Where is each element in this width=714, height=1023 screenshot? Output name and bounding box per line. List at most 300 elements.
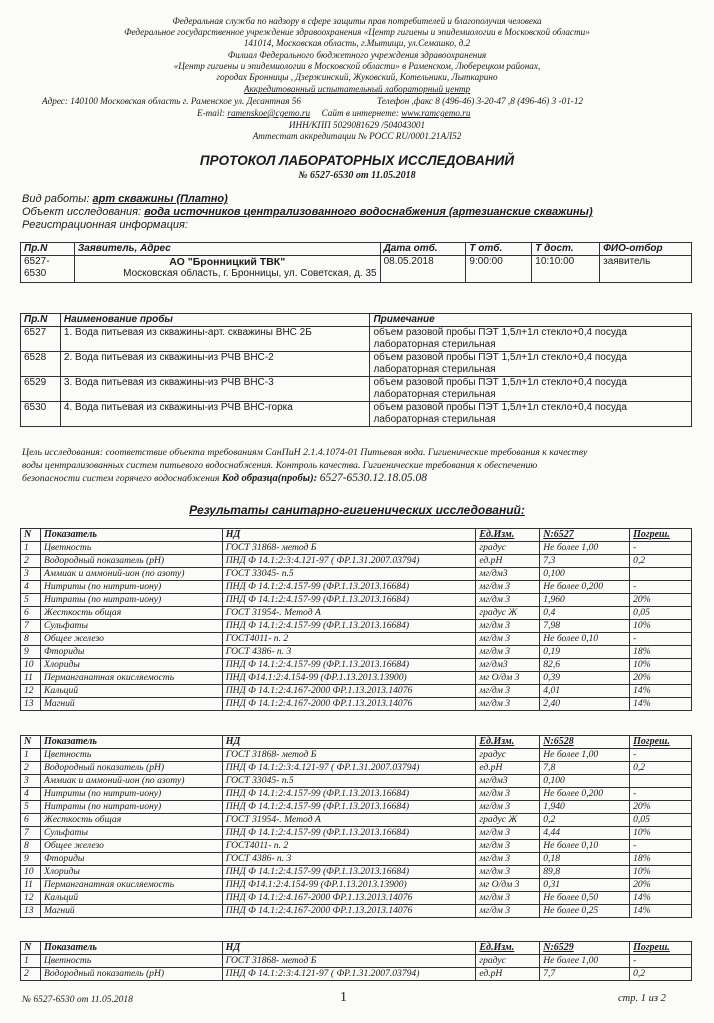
unit: мг/дм 3 (476, 853, 540, 866)
sample-name: 3. Вода питьевая из скважины-из РЧВ ВНС-3 (60, 377, 370, 402)
error-margin: 20% (630, 594, 692, 607)
reg-info-label: Регистрационная информация: (22, 219, 188, 231)
method-nd: ПНД Ф14.1:2:4.154-99 (ФР.1.13.2013.13900) (222, 672, 476, 685)
indicator-name: Кальций (40, 685, 222, 698)
sample-row (21, 327, 692, 352)
result-value: Не более 1,00 (540, 955, 630, 968)
applicant-cell (74, 256, 380, 283)
error-margin: 10% (630, 659, 692, 672)
result-value: 0,100 (540, 775, 630, 788)
unit: мг/дм 3 (476, 646, 540, 659)
method-nd: ГОСТ4011- п. 2 (222, 633, 476, 646)
note-line: объем разовой пробы ПЭТ 1,5л+1л стекло+0,4 посуда (373, 377, 627, 388)
results-table-6528 (20, 735, 692, 918)
result-row (21, 892, 692, 905)
result-value: Не более 0,200 (540, 581, 630, 594)
sample-name: 1. Вода питьевая из скважины-арт. скважины ВНС 2Б (60, 327, 370, 352)
object-line (22, 206, 593, 218)
result-row (21, 827, 692, 840)
method-nd: ГОСТ 31868- метод Б (222, 542, 476, 555)
result-value: 4,44 (540, 827, 630, 840)
result-value: Не более 0,10 (540, 840, 630, 853)
result-row (21, 788, 692, 801)
unit: мг/дм 3 (476, 685, 540, 698)
method-nd: ГОСТ 4386- п. 3 (222, 853, 476, 866)
result-row (21, 659, 692, 672)
result-value: 0,4 (540, 607, 630, 620)
method-nd: ПНД Ф 14.1:2:4.157-99 (ФР.1.13.2013.16684) (222, 581, 476, 594)
error-margin: 10% (630, 866, 692, 879)
error-margin: 20% (630, 879, 692, 892)
indicator-name: Перманганатная окисляемость (40, 672, 222, 685)
result-value: 0,100 (540, 568, 630, 581)
error-margin: 14% (630, 698, 692, 711)
result-row (21, 749, 692, 762)
indicator-name: Сульфаты (40, 827, 222, 840)
object-value: вода источников централизованного водоснабжения (артезианские скважины) (144, 206, 593, 218)
row-number: 10 (21, 659, 41, 672)
row-number: 13 (21, 698, 41, 711)
registration-header-row (21, 243, 692, 256)
result-value: Не более 0,50 (540, 892, 630, 905)
row-number: 11 (21, 879, 41, 892)
col-header: Погреш. (630, 942, 692, 955)
result-row (21, 672, 692, 685)
results-header-row (21, 942, 692, 955)
indicator-name: Жесткость общая (40, 814, 222, 827)
result-row (21, 698, 692, 711)
address: Адрес: 140100 Московская область г. Раменское ул. Десантная 56 (42, 96, 301, 106)
applicant-name: АО "Бронницкий ТВК" (169, 256, 286, 268)
indicator-name: Магний (40, 698, 222, 711)
work-type-label: Вид работы: (22, 193, 93, 205)
result-row (21, 607, 692, 620)
unit: градус Ж (476, 814, 540, 827)
sample-row (21, 377, 692, 402)
method-nd: ПНД Ф 14.1:2:3:4.121-97 ( ФР.1.31.2007.03794) (222, 762, 476, 775)
result-row (21, 762, 692, 775)
sample-note (370, 402, 692, 427)
error-margin: - (630, 749, 692, 762)
contacts-line (197, 108, 470, 118)
note-line: объем разовой пробы ПЭТ 1,5л+1л стекло+0,4 посуда (373, 327, 627, 338)
error-margin: 14% (630, 892, 692, 905)
col-header: НД (222, 736, 476, 749)
unit: мг/дм 3 (476, 840, 540, 853)
sample-name: 2. Вода питьевая из скважины-из РЧВ ВНС-2 (60, 352, 370, 377)
samples-header-row (21, 314, 692, 327)
error-margin: 20% (630, 672, 692, 685)
error-margin: - (630, 542, 692, 555)
unit: градус Ж (476, 607, 540, 620)
result-row (21, 879, 692, 892)
method-nd: ПНД Ф 14.1:2:4.157-99 (ФР.1.13.2013.16684) (222, 827, 476, 840)
phone: Телефон ,факс 8 (496-46) 3-20-47 ,8 (496-46) 3 -01-12 (377, 96, 584, 106)
col-header: N (21, 529, 41, 542)
col-header: Показатель (40, 736, 222, 749)
pr-n-line: 6527- (24, 256, 50, 267)
results-header-row (21, 529, 692, 542)
row-number: 12 (21, 892, 41, 905)
t-otb-cell: 9:00:00 (466, 256, 532, 283)
result-value: 7,8 (540, 762, 630, 775)
error-margin: - (630, 788, 692, 801)
row-number: 4 (21, 788, 41, 801)
object-label: Объект исследования: (22, 206, 145, 218)
method-nd: ПНД Ф 14.1:2:3:4.121-97 ( ФР.1.31.2007.03794) (222, 555, 476, 568)
indicator-name: Нитраты (по нитрат-иону) (40, 594, 222, 607)
indicator-name: Фториды (40, 853, 222, 866)
results-table-6527 (20, 528, 692, 711)
method-nd: ГОСТ 33045- п.5 (222, 775, 476, 788)
error-margin: 10% (630, 620, 692, 633)
applicant-address: Московская область, г. Бронницы, ул. Советская, д. 35 (123, 268, 377, 279)
indicator-name: Водородный показатель (pH) (40, 968, 222, 981)
result-value: 7,3 (540, 555, 630, 568)
email-link[interactable]: ramenskoe@cgemo.ru (227, 108, 311, 118)
header-line-6: городах Бронницы , Дзержинский, Жуковский, Котельники, Лыткарино (216, 72, 498, 82)
sample-number: 6530 (21, 402, 61, 427)
inn: ИНН/КПП 5029081629 /504043001 (288, 120, 426, 130)
goal-line-2: воды централизованных систем питьевого водоснабжения. Контроль качества. Гигиенические требования к обеспечению (22, 460, 538, 471)
row-number: 7 (21, 620, 41, 633)
method-nd: ПНД Ф 14.1:2:4.157-99 (ФР.1.13.2013.16684) (222, 594, 476, 607)
error-margin (630, 568, 692, 581)
email-label: E-mail: (197, 108, 228, 118)
indicator-name: Водородный показатель (pH) (40, 555, 222, 568)
col-header: Погреш. (630, 736, 692, 749)
result-value: 0,18 (540, 853, 630, 866)
method-nd: ГОСТ 31954-. Метод А (222, 814, 476, 827)
header-line-1: Федеральная служба по надзору в сфере защиты прав потребителей и благополучия человека (172, 16, 542, 26)
pr-n-line: 6530 (24, 268, 47, 279)
unit: мг/дм3 (476, 775, 540, 788)
protocol-title: ПРОТОКОЛ ЛАБОРАТОРНЫХ ИССЛЕДОВАНИЙ (199, 153, 515, 168)
row-number: 6 (21, 814, 41, 827)
note-line: лабораторная стерильная (373, 339, 496, 350)
row-number: 1 (21, 542, 41, 555)
indicator-name: Хлориды (40, 659, 222, 672)
note-line: объем разовой пробы ПЭТ 1,5л+1л стекло+0,4 посуда (373, 352, 627, 363)
result-value: Не более 0,10 (540, 633, 630, 646)
indicator-name: Перманганатная окисляемость (40, 879, 222, 892)
result-row (21, 866, 692, 879)
method-nd: ПНД Ф 14.1:2:3:4.121-97 ( ФР.1.31.2007.03794) (222, 968, 476, 981)
col-header: N:6528 (540, 736, 630, 749)
result-row (21, 840, 692, 853)
t-dost-cell: 10:10:00 (532, 256, 600, 283)
result-value: Не более 0,25 (540, 905, 630, 918)
method-nd: ПНД Ф 14.1:2:4.167-2000 ФР.1.13.2013.14076 (222, 698, 476, 711)
sample-note (370, 327, 692, 352)
row-number: 2 (21, 968, 41, 981)
results-title: Результаты санитарно-гигиенических исследований: (189, 503, 525, 517)
sample-number: 6529 (21, 377, 61, 402)
row-number: 1 (21, 749, 41, 762)
result-row (21, 594, 692, 607)
error-margin: - (630, 581, 692, 594)
col-header: ФИО-отбор (600, 243, 692, 256)
sample-number: 6527 (21, 327, 61, 352)
row-number: 5 (21, 801, 41, 814)
goal-line-1: Цель исследования: соответствие объекта требованиям СанПиН 2.1.4.1074-01 Питьевая вода. Гигиенические требования к качеству (22, 447, 588, 458)
col-header: Дата отб. (380, 243, 466, 256)
result-row (21, 775, 692, 788)
result-value: 89,8 (540, 866, 630, 879)
fio-cell: заявитель (600, 256, 692, 283)
method-nd: ГОСТ 31868- метод Б (222, 749, 476, 762)
result-value: 0,2 (540, 814, 630, 827)
site-link[interactable]: www.ramcgemo.ru (401, 108, 471, 118)
col-header: Пр.N (21, 314, 61, 327)
indicator-name: Цветность (40, 749, 222, 762)
sample-row (21, 402, 692, 427)
result-value: Не более 1,00 (540, 749, 630, 762)
error-margin: 14% (630, 905, 692, 918)
row-number: 10 (21, 866, 41, 879)
row-number: 2 (21, 555, 41, 568)
col-header: Показатель (40, 529, 222, 542)
row-number: 1 (21, 955, 41, 968)
method-nd: ГОСТ4011- п. 2 (222, 840, 476, 853)
goal-line-3-text: безопасности систем горячего водоснабжения (22, 473, 222, 484)
error-margin: 20% (630, 801, 692, 814)
unit: мг/дм 3 (476, 633, 540, 646)
indicator-name: Общее железо (40, 633, 222, 646)
result-row (21, 568, 692, 581)
row-number: 3 (21, 775, 41, 788)
col-header: Наименование пробы (60, 314, 370, 327)
indicator-name: Нитриты (по нитрит-иону) (40, 788, 222, 801)
result-row (21, 542, 692, 555)
col-header: НД (222, 529, 476, 542)
method-nd: ПНД Ф 14.1:2:4.157-99 (ФР.1.13.2013.16684) (222, 801, 476, 814)
indicator-name: Цветность (40, 955, 222, 968)
footer-protocol-number: № 6527-6530 от 11.05.2018 (22, 995, 133, 1005)
header-line-4: Филиал Федерального бюджетного учреждения здравоохранения (227, 50, 487, 60)
result-value: 0,31 (540, 879, 630, 892)
result-row (21, 620, 692, 633)
result-value: 4,01 (540, 685, 630, 698)
result-row (21, 633, 692, 646)
indicator-name: Нитриты (по нитрит-иону) (40, 581, 222, 594)
result-value: Не более 0,200 (540, 788, 630, 801)
sample-name: 4. Вода питьевая из скважины-из РЧВ ВНС-горка (60, 402, 370, 427)
registration-table (20, 242, 692, 283)
note-line: лабораторная стерильная (373, 414, 496, 425)
row-number: 12 (21, 685, 41, 698)
unit: градус (476, 955, 540, 968)
col-header: Т отб. (466, 243, 532, 256)
note-line: лабораторная стерильная (373, 364, 496, 375)
method-nd: ПНД Ф 14.1:2:4.167-2000 ФР.1.13.2013.14076 (222, 905, 476, 918)
unit: ед.pH (476, 762, 540, 775)
error-margin: 0,2 (630, 968, 692, 981)
col-header: Ед.Изм. (476, 529, 540, 542)
indicator-name: Аммиак и аммоний-ион (по азоту) (40, 775, 222, 788)
indicator-name: Общее железо (40, 840, 222, 853)
indicator-name: Магний (40, 905, 222, 918)
results-table-6529 (20, 941, 692, 981)
error-margin: 0,2 (630, 762, 692, 775)
row-number: 11 (21, 672, 41, 685)
header-line-3: 141014, Московская область, г.Мытищи, ул.Семашко, д.2 (243, 38, 471, 48)
site-label: Сайт в интернете: (321, 108, 402, 118)
col-header: N (21, 736, 41, 749)
result-value: 0,39 (540, 672, 630, 685)
row-number: 9 (21, 646, 41, 659)
method-nd: ГОСТ 31868- метод Б (222, 955, 476, 968)
sample-note (370, 352, 692, 377)
method-nd: ПНД Ф 14.1:2:4.167-2000 ФР.1.13.2013.14076 (222, 685, 476, 698)
method-nd: ПНД Ф 14.1:2:4.157-99 (ФР.1.13.2013.16684) (222, 659, 476, 672)
result-row (21, 646, 692, 659)
row-number: 8 (21, 633, 41, 646)
method-nd: ГОСТ 4386- п. 3 (222, 646, 476, 659)
note-line: объем разовой пробы ПЭТ 1,5л+1л стекло+0,4 посуда (373, 402, 627, 413)
error-margin: 10% (630, 827, 692, 840)
samples-table (20, 313, 692, 427)
method-nd: ПНД Ф 14.1:2:4.157-99 (ФР.1.13.2013.16684) (222, 620, 476, 633)
work-type-line (22, 193, 228, 205)
accreditation: Аттестат аккредитации № РОСС RU/0001.21АЛ52 (252, 131, 462, 141)
unit: мг/дм 3 (476, 620, 540, 633)
unit: мг/дм 3 (476, 698, 540, 711)
sample-code-value: 6527-6530.12.18.05.08 (319, 472, 428, 484)
result-value: 82,6 (540, 659, 630, 672)
result-row (21, 581, 692, 594)
result-value: 2,40 (540, 698, 630, 711)
method-nd: ГОСТ 31954-. Метод А (222, 607, 476, 620)
unit: мг/дм 3 (476, 581, 540, 594)
unit: мг/дм 3 (476, 827, 540, 840)
unit: мг/дм3 (476, 568, 540, 581)
col-header: Заявитель, Адрес (74, 243, 380, 256)
unit: ед.pH (476, 555, 540, 568)
sample-row (21, 352, 692, 377)
method-nd: ПНД Ф 14.1:2:4.167-2000 ФР.1.13.2013.14076 (222, 892, 476, 905)
unit: ед.pH (476, 968, 540, 981)
page-number: 1 (340, 990, 347, 1005)
col-header: Ед.Изм. (476, 942, 540, 955)
unit: мг/дм 3 (476, 594, 540, 607)
sample-number: 6528 (21, 352, 61, 377)
header-line-5: «Центр гигиены и эпидемиологии в Московской области» в Раменском, Люберецком районах, (173, 61, 541, 71)
protocol-number: № 6527-6530 от 11.05.2018 (298, 170, 416, 181)
sample-code-label: Код образца(пробы): (221, 473, 320, 484)
method-nd: ПНД Ф 14.1:2:4.157-99 (ФР.1.13.2013.16684) (222, 866, 476, 879)
error-margin: 18% (630, 646, 692, 659)
unit: мг О/дм 3 (476, 672, 540, 685)
col-header: N:6529 (540, 942, 630, 955)
unit: мг/дм3 (476, 659, 540, 672)
method-nd: ПНД Ф14.1:2:4.154-99 (ФР.1.13.2013.13900) (222, 879, 476, 892)
error-margin: 0,2 (630, 555, 692, 568)
result-value: 7,98 (540, 620, 630, 633)
col-header: Т дост. (532, 243, 600, 256)
results-header-row (21, 736, 692, 749)
error-margin: - (630, 840, 692, 853)
result-row (21, 968, 692, 981)
row-number: 5 (21, 594, 41, 607)
result-value: Не более 1,00 (540, 542, 630, 555)
indicator-name: Хлориды (40, 866, 222, 879)
col-header: Погреш. (630, 529, 692, 542)
col-header: Примечание (370, 314, 692, 327)
method-nd: ПНД Ф 14.1:2:4.157-99 (ФР.1.13.2013.16684) (222, 788, 476, 801)
result-value: 1,940 (540, 801, 630, 814)
unit: мг/дм 3 (476, 905, 540, 918)
col-header: НД (222, 942, 476, 955)
indicator-name: Водородный показатель (pH) (40, 762, 222, 775)
col-header: Ед.Изм. (476, 736, 540, 749)
goal-line-3 (22, 472, 427, 484)
result-value: 0,19 (540, 646, 630, 659)
result-row (21, 955, 692, 968)
row-number: 13 (21, 905, 41, 918)
note-line: лабораторная стерильная (373, 389, 496, 400)
row-number: 4 (21, 581, 41, 594)
indicator-name: Жесткость общая (40, 607, 222, 620)
date-cell: 08.05.2018 (380, 256, 466, 283)
unit: мг/дм 3 (476, 788, 540, 801)
row-number: 3 (21, 568, 41, 581)
result-row (21, 853, 692, 866)
result-value: 1,960 (540, 594, 630, 607)
error-margin: 0,05 (630, 607, 692, 620)
row-number: 8 (21, 840, 41, 853)
unit: мг/дм 3 (476, 866, 540, 879)
indicator-name: Сульфаты (40, 620, 222, 633)
indicator-name: Цветность (40, 542, 222, 555)
result-row (21, 555, 692, 568)
result-row (21, 801, 692, 814)
row-number: 2 (21, 762, 41, 775)
col-header: Показатель (40, 942, 222, 955)
pr-n-cell (21, 256, 75, 283)
unit: мг/дм 3 (476, 801, 540, 814)
result-row (21, 814, 692, 827)
col-header: N:6527 (540, 529, 630, 542)
unit: мг О/дм 3 (476, 879, 540, 892)
result-row (21, 905, 692, 918)
unit: градус (476, 749, 540, 762)
sample-note (370, 377, 692, 402)
indicator-name: Аммиак и аммоний-ион (по азоту) (40, 568, 222, 581)
registration-row (21, 256, 692, 283)
col-header: Пр.N (21, 243, 75, 256)
method-nd: ГОСТ 33045- п.5 (222, 568, 476, 581)
error-margin: - (630, 955, 692, 968)
header-line-2: Федеральное государственное учреждение здравоохранения «Центр гигиены и эпидемиологии в Московской области» (124, 27, 590, 37)
result-row (21, 685, 692, 698)
indicator-name: Фториды (40, 646, 222, 659)
result-value: 7,7 (540, 968, 630, 981)
unit: мг/дм 3 (476, 892, 540, 905)
error-margin: - (630, 633, 692, 646)
error-margin (630, 775, 692, 788)
error-margin: 0,05 (630, 814, 692, 827)
error-margin: 18% (630, 853, 692, 866)
row-number: 6 (21, 607, 41, 620)
page-count: стр. 1 из 2 (618, 993, 666, 1004)
error-margin: 14% (630, 685, 692, 698)
row-number: 9 (21, 853, 41, 866)
row-number: 7 (21, 827, 41, 840)
work-type-value: арт скважины (Платно) (92, 193, 228, 205)
indicator-name: Кальций (40, 892, 222, 905)
col-header: N (21, 942, 41, 955)
